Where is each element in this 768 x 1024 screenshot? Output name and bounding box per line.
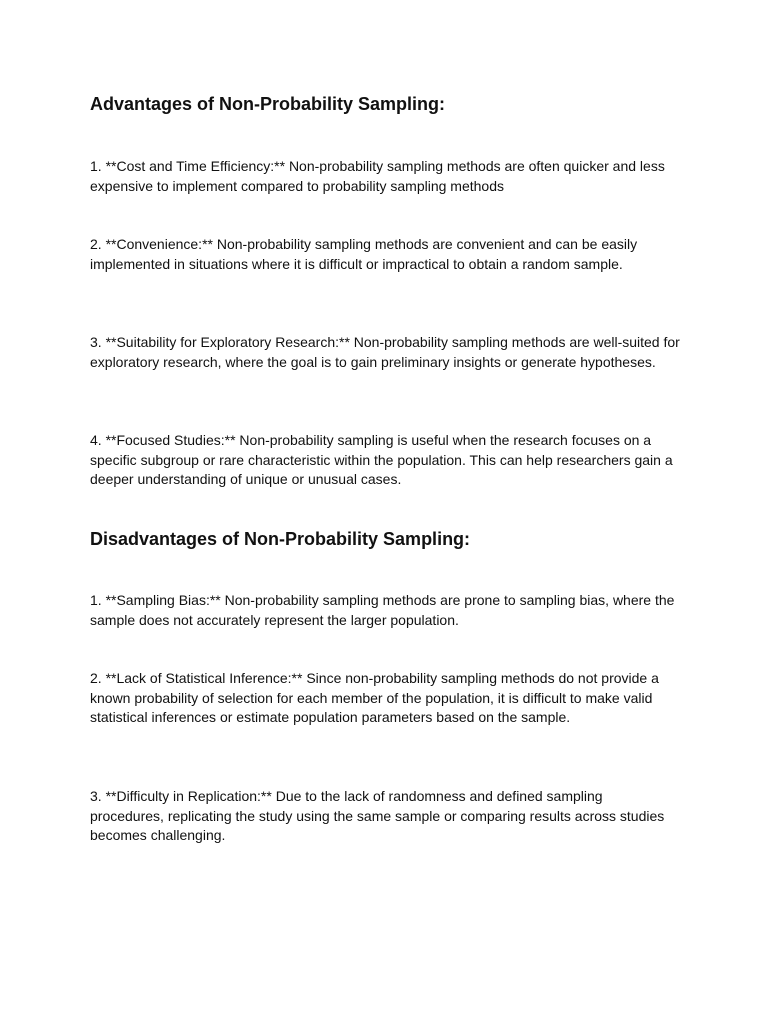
advantage-item-exploratory: 3. **Suitability for Exploratory Research:** Non-probability sampling methods are well-suited for exploratory research, where the goal is to gain preliminary insights or generate hypotheses. [90, 334, 680, 370]
advantages-heading: Advantages of Non-Probability Sampling: [90, 94, 446, 114]
advantage-item-focused: 4. **Focused Studies:** Non-probability sampling is useful when the research focuses on a specific subgroup or rare characteristic within the population. This can help researchers gain a deeper understanding of unique or unusual cases. [90, 432, 673, 487]
disadvantage-item-statistical-inference: 2. **Lack of Statistical Inference:** Since non-probability sampling methods do not provide a known probability of selection for each member of the population, it is difficult to make valid statistical inferences or estimate population parameters based on the sample. [90, 670, 659, 725]
disadvantages-heading: Disadvantages of Non-Probability Sampling: [90, 529, 471, 549]
advantage-item-convenience: 2. **Convenience:** Non-probability sampling methods are convenient and can be easily implemented in situations where it is difficult or impractical to obtain a random sample. [90, 236, 638, 272]
disadvantage-item-sampling-bias: 1. **Sampling Bias:** Non-probability sampling methods are prone to sampling bias, where the sample does not accurately represent the larger population. [90, 592, 675, 628]
advantage-item-cost-time: 1. **Cost and Time Efficiency:** Non-probability sampling methods are often quicker and less expensive to implement compared to probability sampling methods [90, 158, 665, 194]
disadvantage-item-replication: 3. **Difficulty in Replication:** Due to the lack of randomness and defined sampling procedures, replicating the study using the same sample or comparing results across studies becomes challenging. [90, 788, 665, 843]
